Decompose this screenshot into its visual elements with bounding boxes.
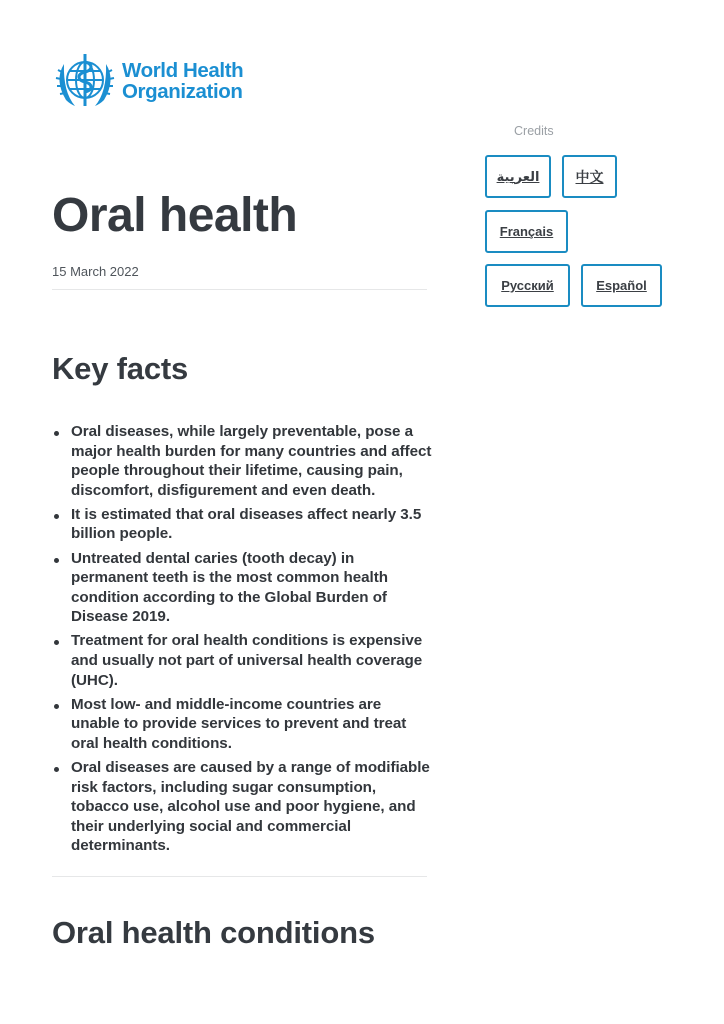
language-button-french[interactable]: Français xyxy=(485,210,568,253)
language-button-spanish[interactable]: Español xyxy=(581,264,662,307)
who-emblem-icon xyxy=(50,50,120,112)
list-item: Oral diseases are caused by a range of modifiable risk factors, including sugar consumption, tobacco use, alcohol use and poor hygiene, and their underlying social and commercial determinants. xyxy=(52,758,432,856)
language-button-russian[interactable]: Русский xyxy=(485,264,570,307)
who-logo[interactable] xyxy=(50,50,243,112)
logo-wordmark xyxy=(122,60,243,102)
publish-date: 15 March 2022 xyxy=(52,264,139,279)
logo-line-1: World Health xyxy=(122,59,244,82)
divider xyxy=(52,876,427,877)
section-heading-oral-health-conditions: Oral health conditions xyxy=(52,915,375,950)
list-item: Oral diseases, while largely preventable, pose a major health burden for many countries and affect people throughout their lifetime, causing pain, discomfort, disfigurement and even death. xyxy=(52,422,432,500)
key-facts-list xyxy=(52,422,432,860)
logo-line-2: Organization xyxy=(122,80,243,103)
credits-link[interactable]: Credits xyxy=(514,124,554,138)
list-item: Most low- and middle-income countries are unable to provide services to prevent and treat oral health conditions. xyxy=(52,695,432,754)
list-item: Untreated dental caries (tooth decay) in permanent teeth is the most common health condition according to the Global Burden of Disease 2019. xyxy=(52,549,432,627)
section-heading-key-facts: Key facts xyxy=(52,351,189,386)
language-button-arabic[interactable]: العربية xyxy=(485,155,551,198)
list-item: Treatment for oral health conditions is expensive and usually not part of universal health coverage (UHC). xyxy=(52,631,432,690)
page-title: Oral health xyxy=(52,189,298,242)
divider xyxy=(52,289,427,290)
language-button-chinese[interactable]: 中文 xyxy=(562,155,617,198)
list-item: It is estimated that oral diseases affect nearly 3.5 billion people. xyxy=(52,505,432,544)
